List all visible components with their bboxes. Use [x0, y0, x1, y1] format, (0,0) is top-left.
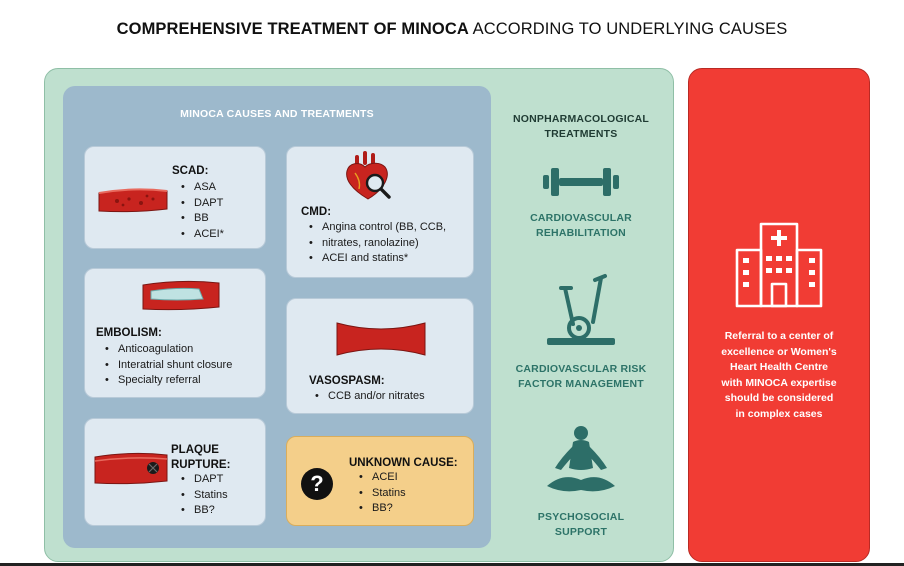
unknown-item: • Statins — [359, 486, 406, 502]
vasospasm-artery-icon — [335, 319, 427, 359]
scad-item: • ASA — [181, 180, 224, 196]
plaque-title-line1: PLAQUE — [171, 444, 219, 456]
plaque-list — [181, 472, 228, 519]
plaque-card — [84, 418, 266, 526]
scad-item: • BB — [181, 211, 224, 227]
nonpharm-label-line1: CARDIOVASCULAR — [530, 212, 632, 224]
page-title — [0, 20, 904, 39]
scad-item: • DAPT — [181, 196, 224, 212]
dumbbell-icon — [541, 165, 621, 199]
plaque-title-line2: RUPTURE: — [171, 459, 231, 471]
hospital-icon — [733, 216, 825, 308]
embolism-title: EMBOLISM: — [96, 327, 162, 339]
causes-heading: MINOCA CAUSES AND TREATMENTS — [180, 108, 374, 120]
nonpharm-label-line1: PSYCHOSOCIAL — [537, 511, 625, 523]
nonpharm-heading-line1: NONPHARMACOLOGICAL — [512, 113, 649, 125]
unknown-cause-card — [286, 436, 474, 526]
cmd-item: • ACEI and statins* — [309, 251, 446, 267]
plaque-item: • DAPT — [181, 472, 228, 488]
cmd-card — [286, 146, 474, 278]
scad-card — [84, 146, 266, 249]
nonpharm-heading-line2: TREATMENTS — [544, 128, 618, 140]
unknown-list — [359, 470, 406, 517]
embolism-item: • Interatrial shunt closure — [105, 358, 232, 374]
exercise-bike-icon — [543, 272, 619, 346]
ruptured-plaque-artery-icon — [93, 451, 169, 487]
heart-magnifier-icon — [343, 151, 393, 203]
referral-line: in complex cases — [735, 407, 823, 420]
unknown-title: UNKNOWN CAUSE: — [349, 457, 458, 469]
nonpharm-item-risk-factor — [491, 362, 671, 392]
referral-line: Referral to a center of — [724, 330, 834, 342]
question-symbol: ? — [310, 471, 324, 496]
nonpharm-heading — [500, 112, 662, 142]
nonpharm-label-line1: CARDIOVASCULAR RISK — [515, 363, 647, 375]
referral-line: should be considered — [724, 392, 834, 404]
plaque-item: • BB? — [181, 503, 228, 519]
referral-panel — [688, 68, 870, 562]
embolism-item: • Specialty referral — [105, 373, 232, 389]
nonpharm-item-psychosocial — [491, 510, 671, 540]
cmd-list — [309, 220, 446, 267]
unknown-item: • BB? — [359, 501, 406, 517]
embolism-artery-icon — [141, 279, 221, 313]
vasospasm-list — [315, 389, 425, 405]
nonpharm-label-line2: SUPPORT — [554, 526, 608, 538]
scad-list — [181, 180, 224, 242]
vasospasm-item: • CCB and/or nitrates — [315, 389, 425, 405]
referral-line: with MINOCA expertise — [721, 376, 837, 389]
nonpharm-label-line2: FACTOR MANAGEMENT — [518, 378, 644, 390]
title-rest: ACCORDING TO UNDERLYING CAUSES — [468, 20, 788, 38]
scad-title: SCAD: — [172, 165, 209, 177]
nonpharm-item-rehabilitation — [491, 211, 671, 241]
unknown-item: • ACEI — [359, 470, 406, 486]
referral-text — [690, 329, 868, 422]
cmd-title: CMD: — [301, 206, 332, 218]
cmd-item: • Angina control (BB, CCB, — [309, 220, 446, 236]
embolism-list — [105, 342, 232, 389]
embolism-item: • Anticoagulation — [105, 342, 232, 358]
nonpharm-label-line2: REHABILITATION — [536, 227, 626, 239]
referral-line: excellence or Women's — [721, 345, 837, 358]
scad-item: • ACEI* — [181, 227, 224, 243]
referral-line: Heart Health Centre — [729, 361, 829, 373]
cmd-item: • nitrates, ranolazine) — [309, 236, 446, 252]
title-bold: COMPREHENSIVE TREATMENT OF MINOCA — [116, 20, 469, 38]
dissected-artery-icon — [97, 183, 169, 219]
meditation-icon — [543, 424, 619, 500]
embolism-card — [84, 268, 266, 398]
plaque-item: • Statins — [181, 488, 228, 504]
vasospasm-title: VASOSPASM: — [309, 375, 385, 387]
vasospasm-card — [286, 298, 474, 414]
